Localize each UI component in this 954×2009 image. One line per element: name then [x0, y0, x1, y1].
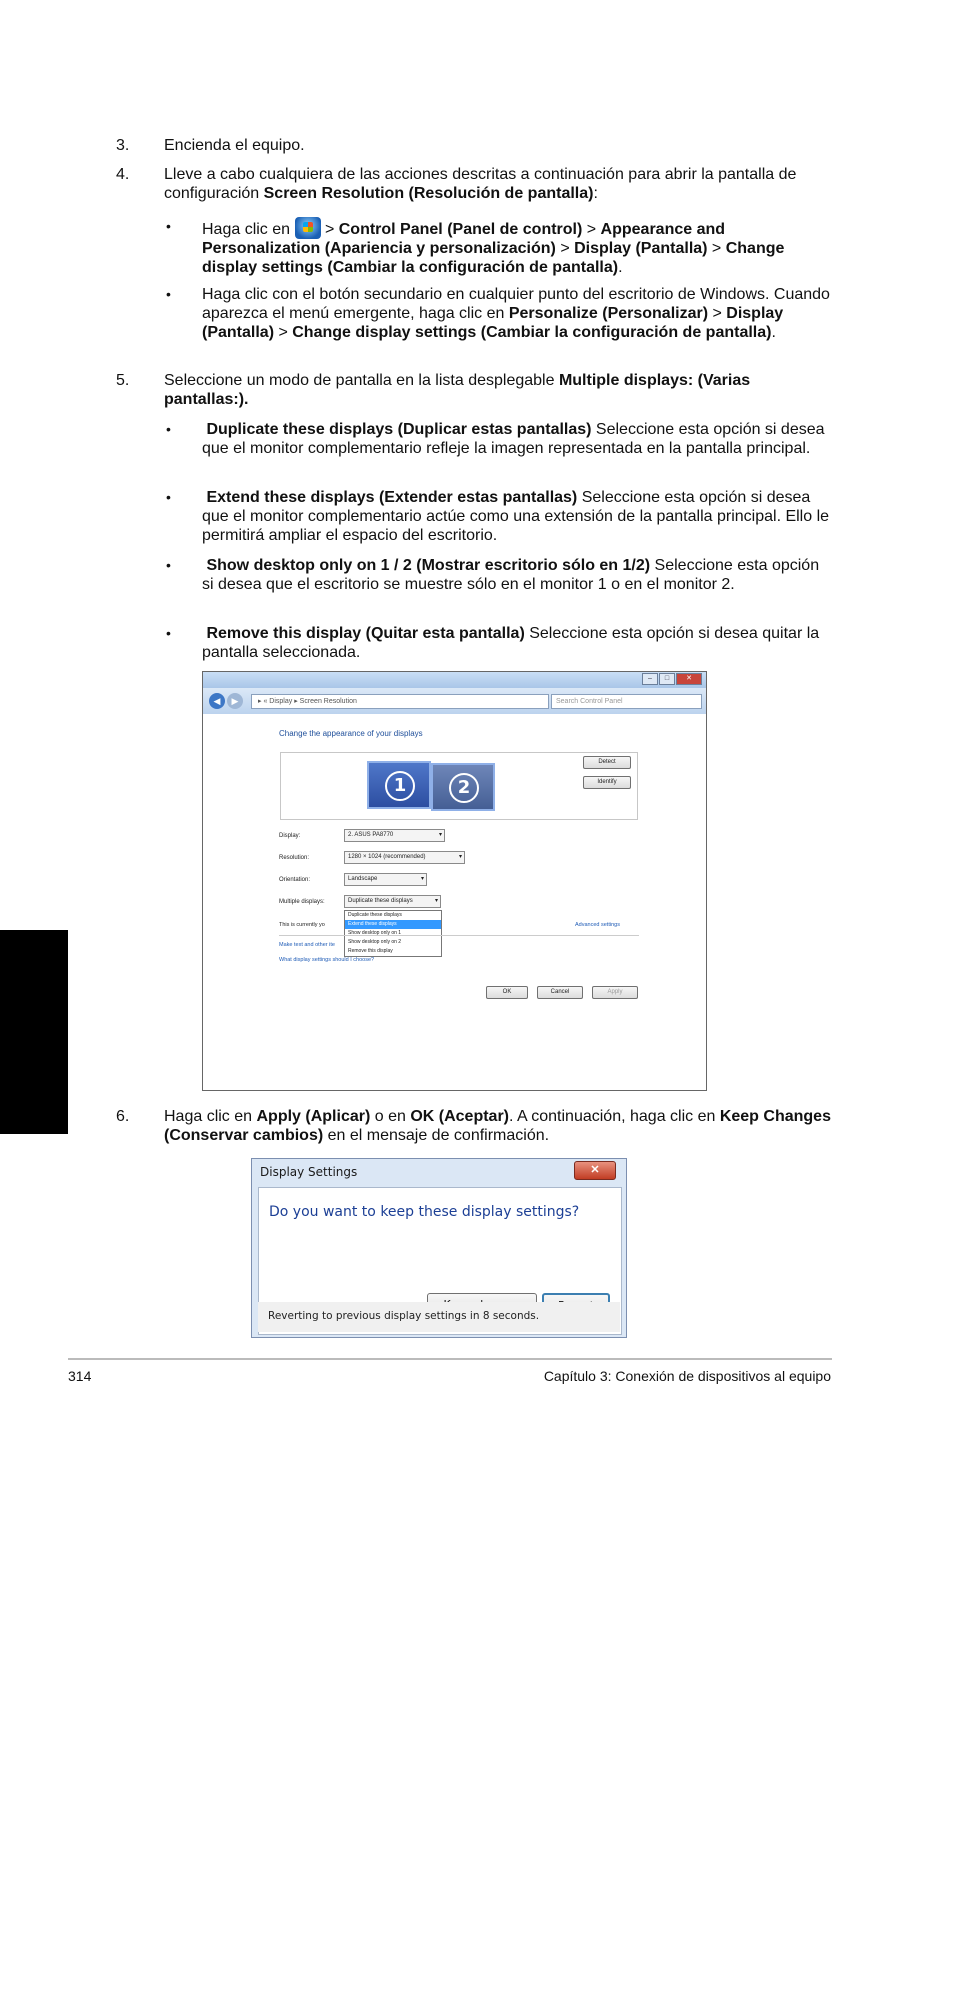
- address-bar[interactable]: ▸ « Display ▸ Screen Resolution: [251, 694, 549, 709]
- step-5-bullet-1-marker: •: [166, 421, 171, 437]
- step-4-bullet-2-marker: •: [166, 286, 171, 302]
- step-3-text: Encienda el equipo.: [164, 137, 305, 154]
- dropdown-option-remove[interactable]: Remove this display: [348, 948, 393, 954]
- step-4-bullet-2: Haga clic con el botón secundario en cualquier punto del escritorio de Windows. Cuando aparezca el menú emergente, haga clic en Personalize (Personalizar) > Display (Pantalla) > Change display settings (Cambiar la configuración de pantalla).: [202, 286, 830, 341]
- what-settings-link[interactable]: What display settings should I choose?: [279, 957, 375, 963]
- step-4-bullet-1: Haga clic en > Control Panel (Panel de control) > Appearance and Personalization (Apariencia y personalización) > Display (Pantalla) > Change display settings (Cambiar la configuración de pantalla).: [202, 217, 834, 277]
- close-icon[interactable]: ✕: [574, 1161, 616, 1180]
- minimize-button[interactable]: –: [642, 673, 658, 685]
- back-arrow-icon[interactable]: ◀: [209, 693, 225, 709]
- chapter-title: Capítulo 3: Conexión de dispositivos al equipo: [543, 1368, 831, 1384]
- resolution-select[interactable]: 1280 × 1024 (recommended) ▾: [344, 851, 465, 864]
- step-3-number: 3.: [116, 137, 130, 154]
- orientation-select[interactable]: Landscape ▾: [344, 873, 427, 886]
- step-5-bullet-show-desktop: Show desktop only on 1 / 2 (Mostrar escritorio sólo en 1/2) Seleccione esta opción si desea que el escritorio se muestre sólo en el monitor 1 o en el monitor 2.: [202, 557, 820, 593]
- maximize-button[interactable]: □: [659, 673, 675, 685]
- language-side-tab: [0, 930, 68, 2009]
- resolution-label: Resolution:: [279, 855, 310, 861]
- detect-button[interactable]: Detect: [583, 756, 631, 769]
- display-select[interactable]: 2. ASUS PA8770 ▾: [344, 829, 445, 842]
- dialog-question: Do you want to keep these display settings?: [269, 1204, 580, 1220]
- navigation-bar: [203, 688, 706, 714]
- revert-countdown-text: Reverting to previous display settings in 8 seconds.: [268, 1310, 540, 1322]
- step-5-bullet-3-marker: •: [166, 557, 171, 573]
- step-5-text: Seleccione un modo de pantalla en la lista desplegable Multiple displays: (Varias pantallas:).: [164, 372, 751, 408]
- monitor-2-icon[interactable]: 2: [431, 763, 495, 811]
- page-heading: Change the appearance of your displays: [279, 729, 423, 738]
- step-6-text: Haga clic en Apply (Aplicar) o en OK (Aceptar). A continuación, haga clic en Keep Changes (Conservar cambios) en el mensaje de confirmación.: [164, 1108, 831, 1144]
- ok-button[interactable]: OK: [486, 986, 528, 999]
- dialog-footer: [258, 1302, 620, 1332]
- window-title-bar: [203, 672, 706, 688]
- display-label: Display:: [279, 833, 301, 839]
- footer-divider: [68, 1358, 832, 1360]
- apply-button[interactable]: Apply: [592, 986, 638, 999]
- dialog-title: Display Settings: [260, 1165, 358, 1179]
- step-6-number: 6.: [116, 1108, 130, 1125]
- advanced-settings-link[interactable]: Advanced settings: [575, 922, 620, 928]
- dropdown-option-duplicate[interactable]: Duplicate these displays: [348, 912, 402, 918]
- language-tab-label: Español: [21, 1915, 48, 2009]
- dropdown-option-extend[interactable]: Extend these displays: [345, 920, 441, 929]
- separator: [279, 935, 639, 936]
- search-input[interactable]: Search Control Panel: [551, 694, 702, 709]
- close-button[interactable]: ✕: [676, 673, 702, 685]
- step-5-bullet-2-marker: •: [166, 489, 171, 505]
- step-5-number: 5.: [116, 372, 130, 389]
- monitor-1-icon[interactable]: 1: [367, 761, 431, 809]
- multiple-displays-label: Multiple displays:: [279, 899, 325, 905]
- step-5-bullet-4-marker: •: [166, 625, 171, 641]
- dropdown-option-show-1[interactable]: Show desktop only on 1: [348, 930, 402, 936]
- forward-arrow-icon[interactable]: ▶: [227, 693, 243, 709]
- multiple-displays-dropdown: [344, 910, 442, 957]
- orientation-label: Orientation:: [279, 877, 311, 883]
- step-5-bullet-duplicate: Duplicate these displays (Duplicar estas pantallas) Seleccione esta opción si desea que el monitor complementario refleje la imagen representada en la pantalla principal.: [202, 421, 825, 457]
- display-settings-dialog-screenshot: [251, 1158, 627, 1338]
- currently-text: This is currently yo: [279, 922, 325, 928]
- page-number: 314: [68, 1368, 92, 1384]
- step-5-bullet-remove: Remove this display (Quitar esta pantalla) Seleccione esta opción si desea quitar la pantalla seleccionada.: [202, 625, 820, 661]
- windows-start-icon: [295, 217, 321, 239]
- screen-resolution-screenshot: [202, 671, 707, 1091]
- make-text-larger-link[interactable]: Make text and other ite: [279, 942, 335, 948]
- dropdown-option-show-2[interactable]: Show desktop only on 2: [348, 939, 402, 945]
- step-4-bullet-1-marker: •: [166, 218, 171, 234]
- identify-button[interactable]: Identify: [583, 776, 631, 789]
- multiple-displays-select[interactable]: Duplicate these displays ▾: [344, 895, 441, 908]
- step-5-bullet-extend: Extend these displays (Extender estas pantallas) Seleccione esta opción si desea que el monitor complementario actúe como una extensión de la pantalla principal. Ello le permitirá ampliar el espacio del escritorio.: [202, 489, 830, 544]
- cancel-button[interactable]: Cancel: [537, 986, 583, 999]
- step-4-number: 4.: [116, 166, 130, 183]
- step-4-text: Lleve a cabo cualquiera de las acciones descritas a continuación para abrir la pantalla de configuración Screen Resolution (Resolución de pantalla):: [164, 166, 797, 202]
